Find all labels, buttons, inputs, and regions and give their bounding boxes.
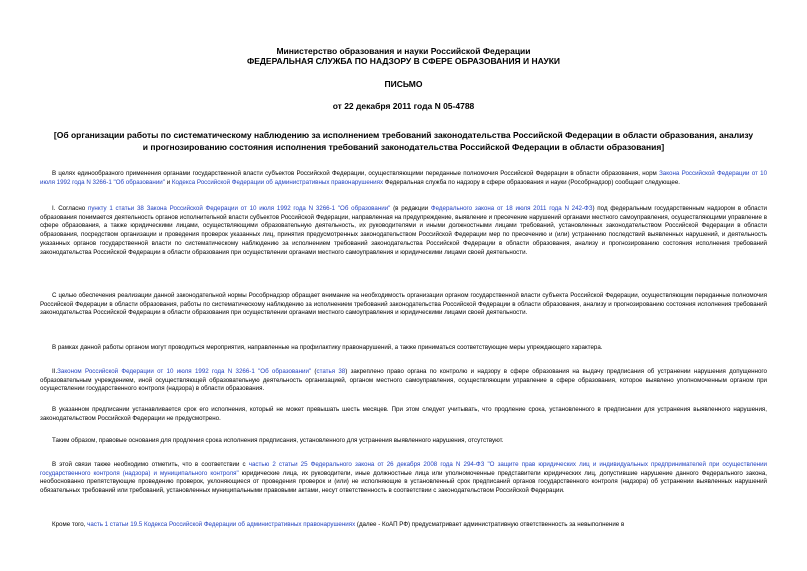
text: и	[164, 178, 172, 186]
paragraph-section-2	[40, 368, 767, 394]
text: (	[311, 368, 317, 375]
document-title: [Об организации работы по систематическому наблюдению за исполнением требований законодательства Российской Федерации в области образования, анализу и прогнозированию состояния исполнения требований законодательства Российской Федерации в области образования]	[53, 130, 754, 152]
link-article-38[interactable]: статья 38	[316, 368, 346, 375]
ministry-name: Министерство образования и науки Российской Федерации	[276, 46, 531, 56]
paragraph-text: С целью обеспечения реализации данной законодательной нормы Рособрнадзор обращает внимание на необходимость организации органом государственной власти субъекта Российской Федерации, осуществляющим переданные полномочия Российской Федерации в области образования, работы по систематическому наблюдению за исполнением требований законодательства Российской Федерации в области образования, анализу и прогнозированию состояния исполнения требований законодательства Российской Федерации в области образования при осуществлении органами местного самоуправления и юридическими лицами своей деятельности.	[40, 292, 767, 317]
paragraph-text: Таким образом, правовые основания для продления срока исполнения предписания, установленного для устранения выявленного нарушения, отсутствуют.	[52, 437, 504, 444]
paragraph-text: В указанном предписании устанавливается срок его исполнения, который не может превышать шесть месяцев. При этом следует учитывать, что продление срока, установленного в предписании для устранения выявленного нарушения, законодательством Российской Федерации не предусмотрено.	[40, 406, 767, 422]
paragraph-measures	[40, 344, 767, 353]
text: Федеральная служба по надзору в сфере образования и науки (Рособрнадзор) сообщает следующее.	[383, 178, 681, 186]
paragraph-koap	[40, 521, 767, 530]
text: ) закреплено право органа по контролю и надзору в сфере образования на выдачу предписания об устранении нарушения допущенного образовательным учреждением, иной осуществляющей образовательную деятельность организацией, органом местного самоуправления, осуществляющим управление в сфере образования, которое выявлено уполномоченным органом при осуществлении государственного контроля (надзора) в области образования.	[40, 368, 767, 393]
paragraph-responsibility	[40, 461, 767, 496]
text: ) под федеральным государственным надзором в области образования понимается деятельность органов исполнительной власти субъектов Российской Федерации, направленная на предупреждение, выявление и пресечение нарушений органами местного самоуправления, осуществляющими управление в сфере образования, а также юридическими лицами, осуществляющими образовательную деятельность, их руководителями и иными должностными лицами требований, установленных законодательством Российской Федерации в области образования, посредством организации и проведения проверок указанных лиц, принятия предусмотренных законодательством Российской Федерации мер по пресечению и (или) устранению последствий выявленных нарушений, и деятельность указанных органов государственной власти по систематическому наблюдению за исполнением требований законодательства Российской Федерации в области образования, анализу и прогнозированию состояния исполнения требований законодательства Российской Федерации в области образования при осуществлении органами местного самоуправления и юридическими лицами своей деятельности.	[40, 205, 768, 256]
text: (в редакции	[390, 205, 431, 212]
document-date-number: от 22 декабря 2011 года N 05-4788	[332, 101, 475, 111]
text: В этой связи также необходимо отметить, что в соответствии с	[52, 461, 249, 468]
paragraph-text: В рамках данной работы органом могут проводиться мероприятия, направленные на профилактику правонарушений, а также приниматься соответствующие меры упреждающего характера.	[52, 344, 603, 351]
link-law-education[interactable]: Закона Российской Федерации от 10 июля 1992 года N 3266-1 "Об образовании"	[40, 170, 768, 186]
link-federal-law-294[interactable]: частью 2 статьи 25 Федерального закона от 26 декабря 2008 года N 294-ФЗ "О защите прав юридических лиц и индивидуальных предпринимателей при осуществлении государственного контроля (надзора) и муниципального контроля"	[40, 461, 767, 477]
paragraph-purpose	[40, 292, 767, 318]
link-federal-law-242[interactable]: Федерального закона от 18 июля 2011 года N 242-ФЗ	[430, 205, 593, 212]
service-name: ФЕДЕРАЛЬНАЯ СЛУЖБА ПО НАДЗОРУ В СФЕРЕ ОБРАЗОВАНИЯ И НАУКИ	[246, 56, 561, 66]
text: В целях единообразного применения органами государственной власти субъектов Российской Федерации, осуществляющими переданные полномочия Российской Федерации в области образования, норм	[52, 170, 660, 177]
text: II.	[52, 368, 58, 375]
text: Кроме того,	[52, 521, 88, 528]
link-article-38-p1[interactable]: пункту 1 статьи 38 Закона Российской Федерации от 10 июля 1992 года N 3266-1 "Об образовании"	[87, 205, 391, 212]
link-koap[interactable]: Кодекса Российской Федерации об административных правонарушениях	[171, 178, 384, 186]
text: (далее - КоАП РФ) предусматривает административную ответственность за невыполнение в	[355, 521, 625, 528]
document-type: ПИСЬМО	[384, 79, 423, 89]
paragraph-intro	[40, 170, 767, 187]
paragraph-section-1	[40, 205, 767, 257]
text: I. Согласно	[52, 205, 88, 212]
paragraph-conclusion	[40, 437, 767, 446]
link-koap-19-5[interactable]: часть 1 статьи 19.5 Кодекса Российской Федерации об административных правонарушениях	[87, 521, 356, 528]
link-law-education-2[interactable]: Законом Российской Федерации от 10 июля 1992 года N 3266-1 "Об образовании"	[57, 368, 312, 375]
text: юридические лица, их руководители, иные должностные лица или уполномоченные представители юридических лиц, допустившие нарушение данного Федерального закона, необоснованно препятствующие проведению проверок, уклоняющиеся от проведения проверок и (или) не исполняющие в установленный срок предписаний органов государственного контроля (надзора) об устранении выявленных нарушений обязательных требований или требований, установленных муниципальными правовыми актами, несут ответственность в соответствии с законодательством Российской Федерации.	[40, 469, 767, 495]
paragraph-deadline	[40, 406, 767, 423]
